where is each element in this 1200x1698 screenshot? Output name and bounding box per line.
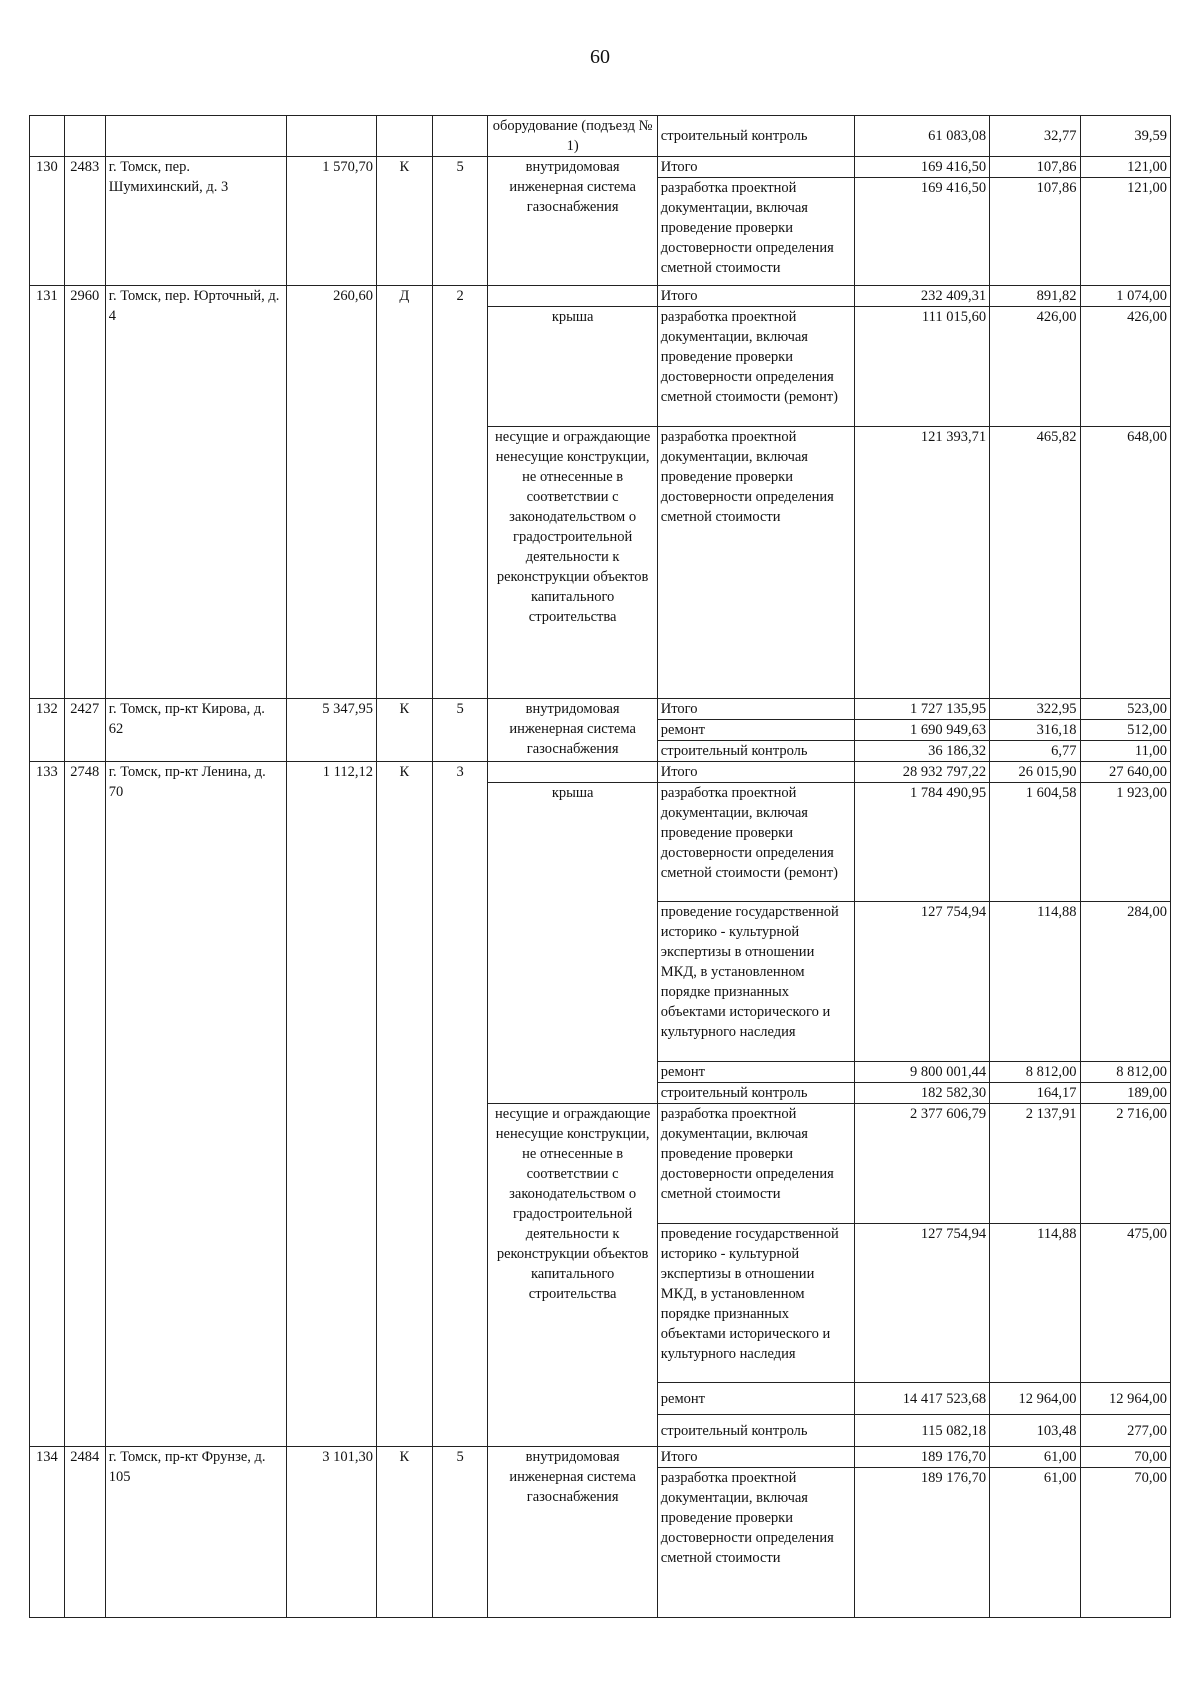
cell-cost: 14 417 523,68 [855,1383,990,1415]
cell-cost: 36 186,32 [855,741,990,762]
cell-work: строительный контроль [657,1083,855,1104]
cell-id: 2427 [64,699,105,762]
table-row [30,699,1171,720]
cell-work: Итого [657,699,855,720]
cell-work: проведение государственной историко - культурной экспертизы в отношении МКД, в установленном порядке признанных объектами исторического и культурного наследия [657,1224,855,1383]
cell-work: Итого [657,1447,855,1468]
cell-element: внутридомовая инженерная система газоснабжения [488,699,657,762]
cell-area: 5 347,95 [286,699,376,762]
cell-limit: 426,00 [1080,307,1170,427]
cell-cost: 2 377 606,79 [855,1104,990,1224]
cell-cat: Д [377,286,433,699]
cell-id: 2960 [64,286,105,699]
cell-unit-cost: 114,88 [990,1224,1080,1383]
cell-unit-cost: 107,86 [990,178,1080,286]
cell-limit: 648,00 [1080,427,1170,699]
cell-id [64,116,105,157]
cell-address: г. Томск, пр-кт Ленина, д. 70 [105,762,286,1447]
cell-cost: 115 082,18 [855,1415,990,1447]
cell-work: разработка проектной документации, включая проведение проверки достоверности определения сметной стоимости [657,427,855,699]
cell-id: 2748 [64,762,105,1447]
cell-work: ремонт [657,720,855,741]
cell-limit: 70,00 [1080,1468,1170,1618]
cell-address: г. Томск, пер. Шумихинский, д. 3 [105,157,286,286]
cell-cost: 61 083,08 [855,116,990,157]
cell-work: разработка проектной документации, включая проведение проверки достоверности определения сметной стоимости (ремонт) [657,783,855,902]
cell-cost: 1 690 949,63 [855,720,990,741]
cell-limit: 121,00 [1080,157,1170,178]
cell-limit: 27 640,00 [1080,762,1170,783]
cell-limit: 189,00 [1080,1083,1170,1104]
table-row [30,116,1171,157]
cell-unit-cost: 32,77 [990,116,1080,157]
cell-limit: 11,00 [1080,741,1170,762]
cell-work: разработка проектной документации, включая проведение проверки достоверности определения сметной стоимости [657,1104,855,1224]
cell-limit: 121,00 [1080,178,1170,286]
cell-cost: 28 932 797,22 [855,762,990,783]
cell-no [30,116,65,157]
table-row [30,286,1171,307]
cell-unit-cost: 164,17 [990,1083,1080,1104]
cell-cost: 1 727 135,95 [855,699,990,720]
cell-unit-cost: 322,95 [990,699,1080,720]
cell-cost: 169 416,50 [855,157,990,178]
table-row [30,157,1171,178]
cell-area: 3 101,30 [286,1447,376,1618]
cell-work: ремонт [657,1062,855,1083]
table-row [30,762,1171,783]
cell-floors: 5 [432,1447,488,1618]
cell-address [105,116,286,157]
capital-repair-table [29,115,1171,1618]
cell-unit-cost: 103,48 [990,1415,1080,1447]
cell-unit-cost: 8 812,00 [990,1062,1080,1083]
cell-unit-cost: 316,18 [990,720,1080,741]
cell-unit-cost: 26 015,90 [990,762,1080,783]
cell-work: разработка проектной документации, включая проведение проверки достоверности определения сметной стоимости [657,178,855,286]
cell-address: г. Томск, пр-кт Кирова, д. 62 [105,699,286,762]
cell-work: Итого [657,286,855,307]
cell-unit-cost: 12 964,00 [990,1383,1080,1415]
cell-limit: 1 074,00 [1080,286,1170,307]
cell-cost: 127 754,94 [855,1224,990,1383]
cell-cost: 189 176,70 [855,1468,990,1618]
cell-work: строительный контроль [657,116,855,157]
page-number: 60 [590,46,610,68]
cell-id: 2483 [64,157,105,286]
cell-floors: 3 [432,762,488,1447]
cell-no: 132 [30,699,65,762]
cell-limit: 8 812,00 [1080,1062,1170,1083]
cell-cost: 111 015,60 [855,307,990,427]
cell-floors [432,116,488,157]
cell-floors: 2 [432,286,488,699]
cell-limit: 70,00 [1080,1447,1170,1468]
cell-no: 134 [30,1447,65,1618]
cell-area: 260,60 [286,286,376,699]
cell-element: внутридомовая инженерная система газоснабжения [488,157,657,286]
cell-limit: 284,00 [1080,902,1170,1062]
cell-no: 130 [30,157,65,286]
cell-area: 1 570,70 [286,157,376,286]
cell-work: Итого [657,157,855,178]
cell-unit-cost: 465,82 [990,427,1080,699]
cell-element: крыша [488,307,657,427]
cell-cat: К [377,699,433,762]
cell-limit: 475,00 [1080,1224,1170,1383]
cell-cost: 169 416,50 [855,178,990,286]
cell-unit-cost: 1 604,58 [990,783,1080,902]
cell-element: несущие и ограждающие ненесущие конструкции, не отнесенные в соответствии с законодательством о градостроительной деятельности к реконструкции объектов капитального строительства [488,427,657,699]
cell-element: несущие и ограждающие ненесущие конструкции, не отнесенные в соответствии с законодательством о градостроительной деятельности к реконструкции объектов капитального строительства [488,1104,657,1447]
cell-area [286,116,376,157]
cell-work: строительный контроль [657,741,855,762]
cell-unit-cost: 426,00 [990,307,1080,427]
cell-limit: 523,00 [1080,699,1170,720]
cell-limit: 512,00 [1080,720,1170,741]
cell-unit-cost: 61,00 [990,1447,1080,1468]
cell-work: ремонт [657,1383,855,1415]
cell-element: внутридомовая инженерная система газоснабжения [488,1447,657,1618]
cell-address: г. Томск, пр-кт Фрунзе, д. 105 [105,1447,286,1618]
cell-work: разработка проектной документации, включая проведение проверки достоверности определения сметной стоимости (ремонт) [657,307,855,427]
cell-cost: 232 409,31 [855,286,990,307]
cell-unit-cost: 107,86 [990,157,1080,178]
cell-work: проведение государственной историко - культурной экспертизы в отношении МКД, в установленном порядке признанных объектами исторического и культурного наследия [657,902,855,1062]
cell-cat: К [377,1447,433,1618]
cell-element: крыша [488,783,657,1104]
cell-work: разработка проектной документации, включая проведение проверки достоверности определения сметной стоимости [657,1468,855,1618]
cell-no: 131 [30,286,65,699]
cell-floors: 5 [432,157,488,286]
cell-area: 1 112,12 [286,762,376,1447]
cell-cost: 121 393,71 [855,427,990,699]
cell-limit: 12 964,00 [1080,1383,1170,1415]
cell-cat: К [377,762,433,1447]
cell-unit-cost: 61,00 [990,1468,1080,1618]
cell-limit: 2 716,00 [1080,1104,1170,1224]
cell-address: г. Томск, пер. Юрточный, д. 4 [105,286,286,699]
cell-work: Итого [657,762,855,783]
cell-limit: 39,59 [1080,116,1170,157]
cell-unit-cost: 2 137,91 [990,1104,1080,1224]
table-row [30,1447,1171,1468]
cell-floors: 5 [432,699,488,762]
cell-unit-cost: 891,82 [990,286,1080,307]
cell-cost: 9 800 001,44 [855,1062,990,1083]
cell-cost: 189 176,70 [855,1447,990,1468]
cell-limit: 277,00 [1080,1415,1170,1447]
cell-cost: 127 754,94 [855,902,990,1062]
cell-cat [377,116,433,157]
cell-no: 133 [30,762,65,1447]
cell-cost: 1 784 490,95 [855,783,990,902]
cell-work: строительный контроль [657,1415,855,1447]
cell-element [488,286,657,307]
cell-unit-cost: 6,77 [990,741,1080,762]
cell-element [488,762,657,783]
cell-limit: 1 923,00 [1080,783,1170,902]
cell-cat: К [377,157,433,286]
cell-element: оборудование (подъезд № 1) [488,116,657,157]
cell-id: 2484 [64,1447,105,1618]
cell-unit-cost: 114,88 [990,902,1080,1062]
cell-cost: 182 582,30 [855,1083,990,1104]
